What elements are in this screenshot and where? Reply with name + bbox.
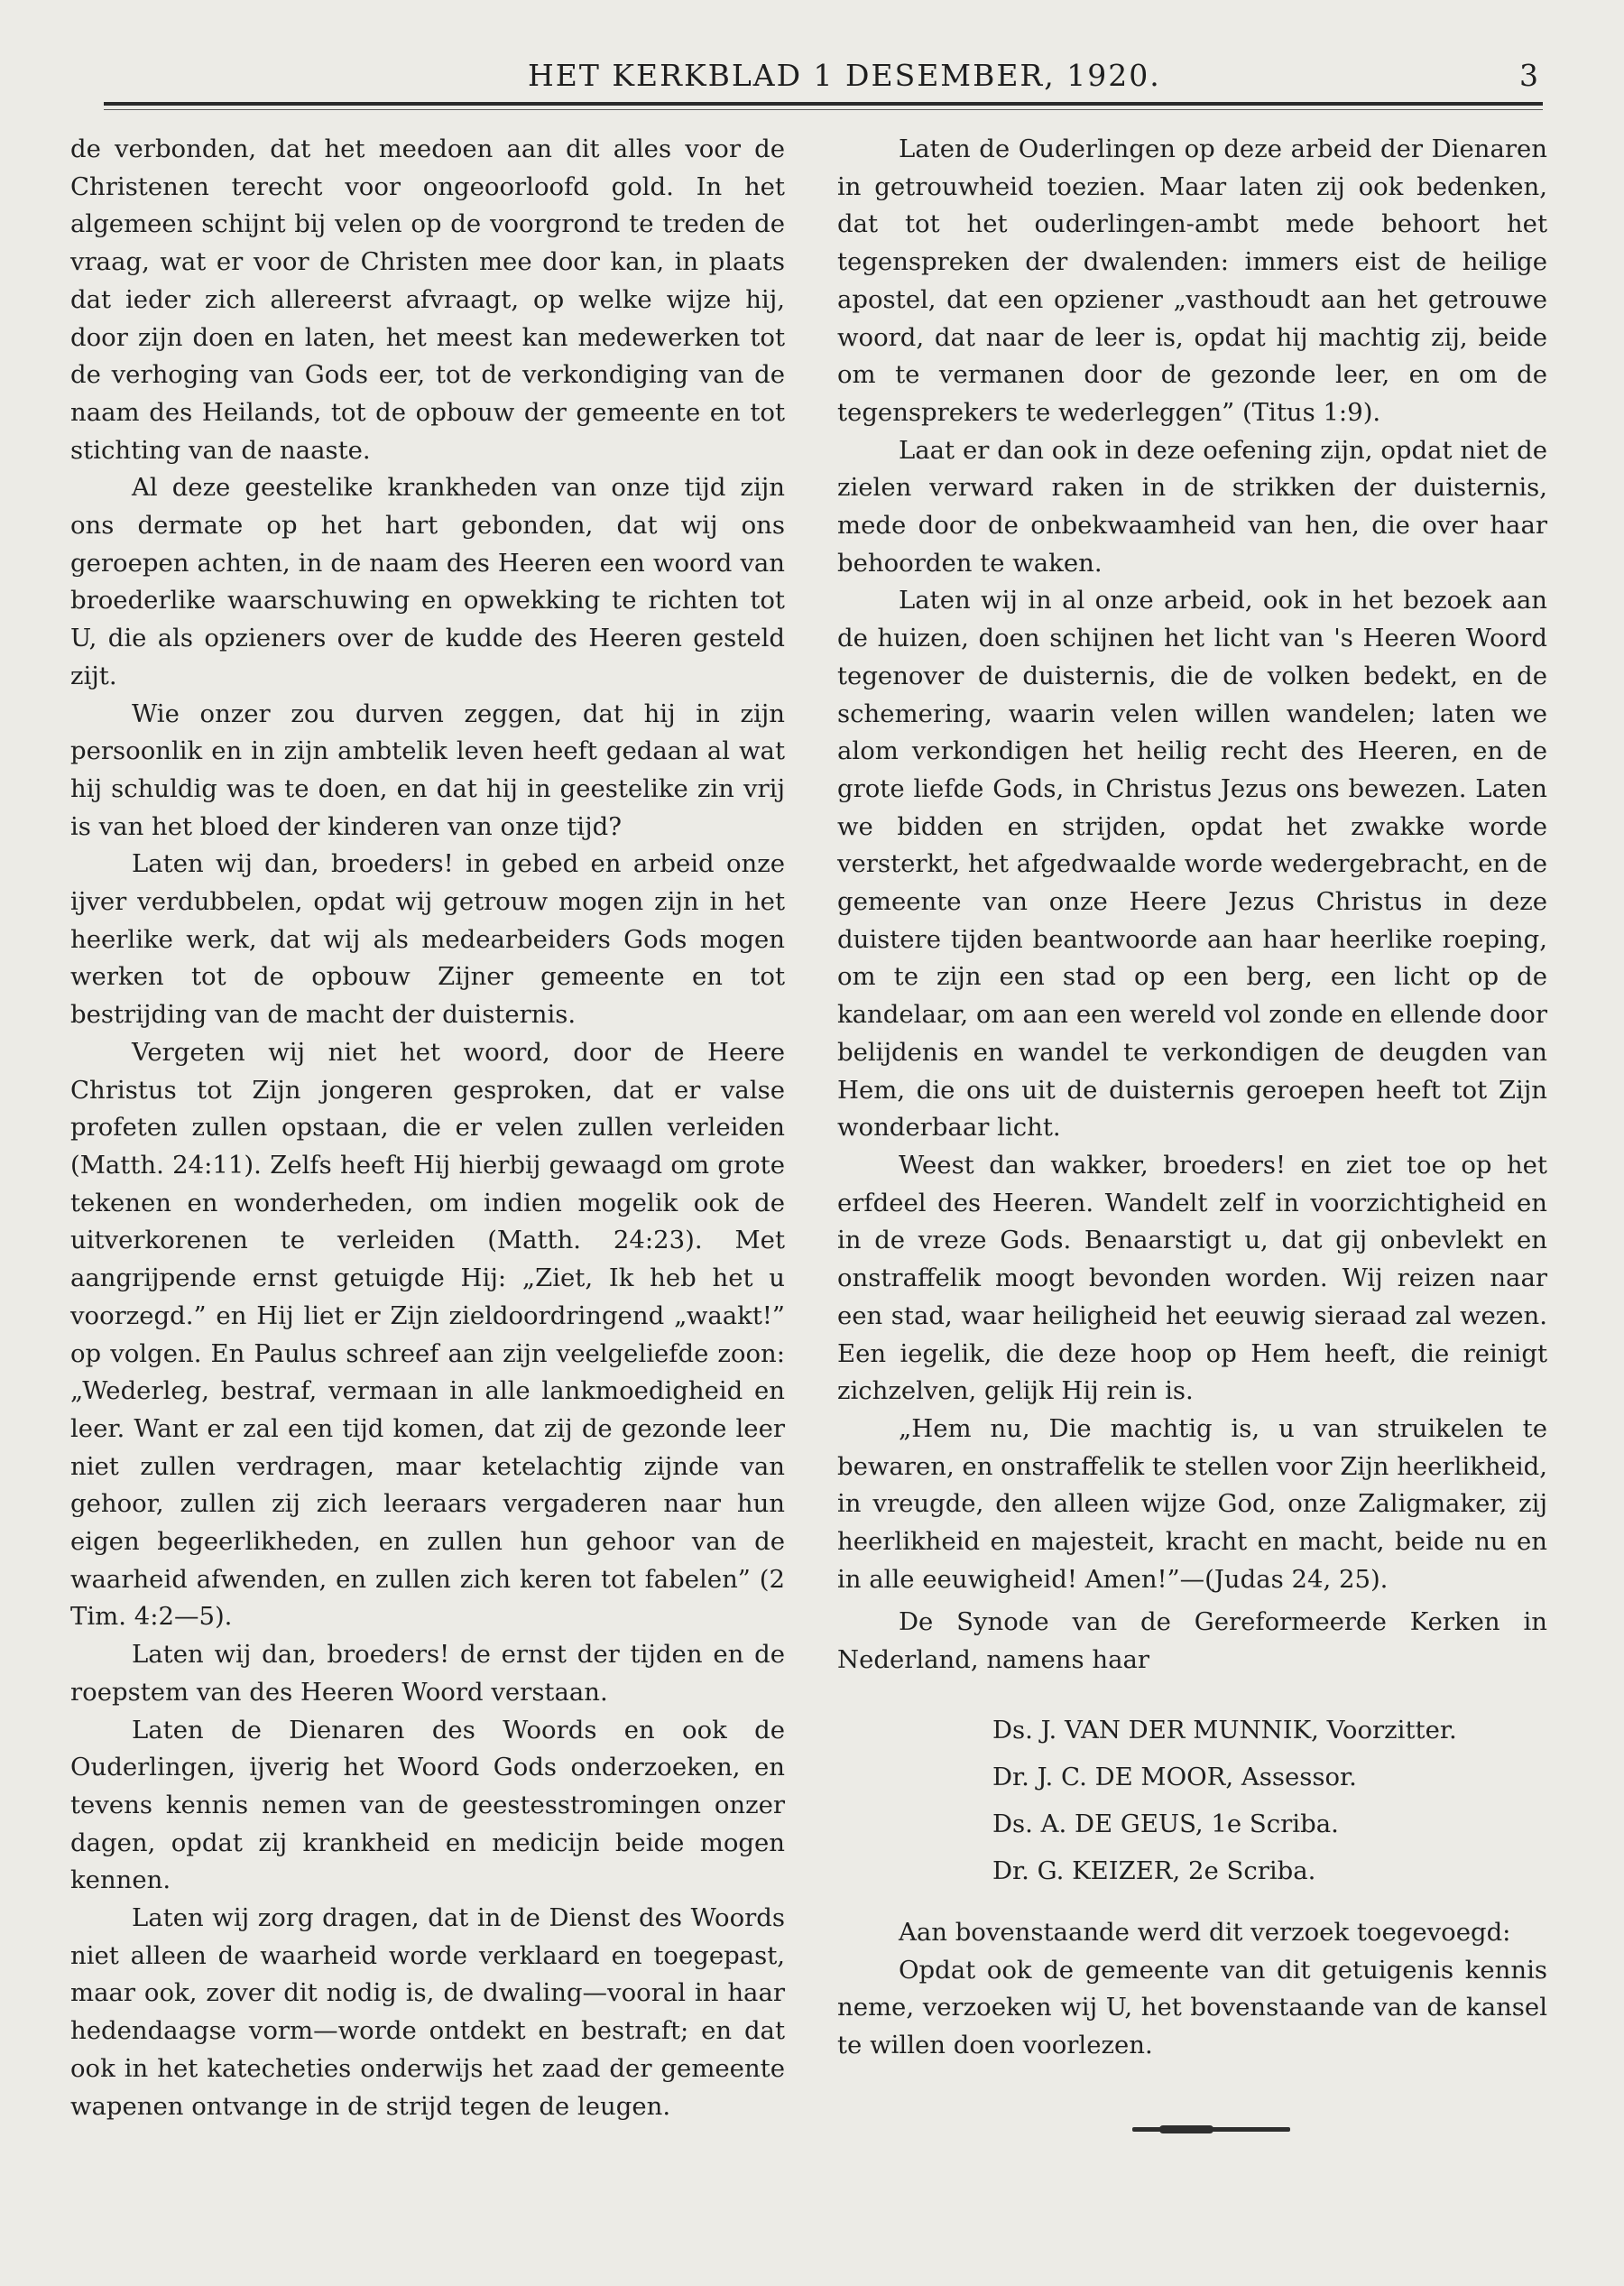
paragraph: „Hem nu, Die machtig is, u van struikelen te bewaren, en onstraffelik te stellen voor Zijn heerlikheid, in vreugde, den alleen wijze God, onze Zaligmaker, zij heerlikheid en majesteit, kracht en macht, beide nu en in alle eeuwigheid! Amen!”—(Judas 24, 25).: [837, 1413, 1547, 1594]
paragraph: Al deze geestelike krankheden van onze tijd zijn ons dermate op het hart gebonden, dat wij ons geroepen achten, in de naam des Heeren een woord van broederlike waarschuwing en opwekking te richten tot U, die als opzieners over de kudde des Heeren gesteld zijt.: [70, 473, 785, 690]
right-column: [837, 131, 1547, 2065]
signatory: Dr. G. KEIZER, 2e Scriba.: [992, 1856, 1316, 1885]
left-column: [70, 131, 785, 2125]
signatory: Ds. A. DE GEUS, 1e Scriba.: [992, 1809, 1339, 1838]
paragraph: Vergeten wij niet het woord, door de Heere Christus tot Zijn jongeren gesproken, dat er valse profeten zullen opstaan, die er velen zullen verleiden (Matth. 24:11). Zelfs heeft Hij hierbij gewaagd om grote tekenen en wonderheden, om indien mogelik ook de uitverkorenen te verleiden (Matth. 24:23). Met aangrijpende ernst getuigde Hij: „Ziet, Ik heb het u voorzegd.” en Hij liet er Zijn zieldoordringend „waakt!” op volgen. En Paulus schreef aan zijn veelgeliefde zoon: „Wederleg, bestraf, vermaan in alle lankmoedigheid en leer. Want er zal een tijd komen, dat zij de gezonde leer niet zullen verdragen, maar ketelachtig zijnde van gehoor, zullen zij zich leeraars vergaderen naar hun eigen begeerlikheden, en zullen hun gehoor van de waarheid afwenden, en zullen zich keren tot fabelen” (2 Tim. 4:2—5).: [70, 1037, 785, 1632]
page-number: 3: [1519, 58, 1538, 93]
paragraph: Laten wij in al onze arbeid, ook in het bezoek aan de huizen, doen schijnen het licht van 's Heeren Woord tegenover de duisternis, die de volken bedekt, en de schemering, waarin velen willen wandelen; laten we alom verkondigen het heilig recht des Heeren, en de grote liefde Gods, in Christus Jezus ons bewezen. Laten we bidden en strijden, opdat het zwakke worde versterkt, het afgedwaalde worde wedergebracht, en de gemeente van onze Heere Jezus Christus in deze duistere tijden beantwoorde aan haar heerlike roeping, om te zijn een stad op een berg, een licht op de kandelaar, om aan een wereld vol zonde en ellende door belijdenis en wandel te verkondigen de deugden van Hem, die ons uit de duisternis geroepen heeft tot Zijn wonderbaar licht.: [837, 586, 1547, 1143]
paragraph: Laten wij dan, broeders! in gebed en arbeid onze ijver verdubbelen, opdat wij getrouw mogen zijn in het heerlike werk, dat wij als medearbeiders Gods mogen werken tot de opbouw Zijner gemeente en tot bestrijding van de macht der duisternis.: [70, 849, 785, 1030]
paragraph: de verbonden, dat het meedoen aan dit alles voor de Christenen terecht voor ongeoorloofd gold. In het algemeen schijnt bij velen op de voorgrond te treden de vraag, wat er voor de Christen mee door kan, in plaats dat ieder zich allereerst afvraagt, op welke wijze hij, door zijn doen en laten, het meest kan medewerken tot de verhoging van Gods eer, tot de verkondiging van de naam des Heilands, tot de opbouw der gemeente en tot stichting van de naaste.: [70, 134, 785, 465]
paragraph: Laten de Dienaren des Woords en ook de Ouderlingen, ijverig het Woord Gods onderzoeken, en tevens kennis nemen van de geestesstromingen onzer dagen, opdat zij krankheid en medicijn beide mogen kennen.: [70, 1715, 785, 1895]
addendum: [837, 1914, 1547, 2065]
masthead: [104, 58, 1543, 103]
header-rule-thin: [104, 109, 1543, 110]
signatories: [992, 1707, 1547, 1894]
synod-closing: De Synode van de Gereformeerde Kerken in Nederland, namens haar: [837, 1607, 1547, 1675]
paragraph: Laten wij zorg dragen, dat in de Dienst des Woords niet alleen de waarheid worde verklaard en toegepast, maar ook, zover dit nodig is, de dwaling—vooral in haar hedendaagse vorm—worde ontdekt en bestraft; en dat ook in het katecheties onderwijs het zaad der gemeente wapenen ontvange in de strijd tegen de leugen.: [70, 1903, 785, 2121]
paragraph: Laten de Ouderlingen op deze arbeid der Dienaren in getrouwheid toezien. Maar laten zij ook bedenken, dat tot het ouderlingen-ambt mede behoort het tegenspreken der dwalenden: immers eist de heilige apostel, dat een opziener „vasthoudt aan het getrouwe woord, dat naar de leer is, opdat hij machtig zij, beide om te vermanen door de gezonde leer, en om de tegensprekers te wederleggen” (Titus 1:9).: [837, 134, 1547, 427]
newspaper-title: HET KERKBLAD 1 DESEMBER, 1920.: [528, 58, 1161, 93]
addendum-intro: Aan bovenstaande werd dit verzoek toegevoegd:: [899, 1917, 1511, 1947]
addendum-request: Opdat ook de gemeente van dit getuigenis kennis neme, verzoeken wij U, het bovenstaande van de kansel te willen doen voorlezen.: [837, 1955, 1547, 2059]
paragraph: Wie onzer zou durven zeggen, dat hij in zijn persoonlik en in zijn ambtelik leven heeft gedaan al wat hij schuldig was te doen, en dat hij in geestelike zin vrij is van het bloed der kinderen van onze tijd?: [70, 699, 785, 841]
header-rule: [104, 102, 1543, 106]
paragraph: Weest dan wakker, broeders! en ziet toe op het erfdeel des Heeren. Wandelt zelf in voorzichtigheid en in de vreze Gods. Benaarstigt u, dat gij onbevlekt en onstraffelik moogt bevonden worden. Wij reizen naar een stad, waar heiligheid het eeuwig sieraad zal wezen. Een iegelik, die deze hoop op Hem heeft, die reinigt zichzelven, gelijk Hij rein is.: [837, 1150, 1547, 1406]
signatory: Dr. J. C. DE MOOR, Assessor.: [992, 1762, 1357, 1791]
end-ornament-rule: [1132, 2127, 1290, 2132]
signatory: Ds. J. VAN DER MUNNIK, Voorzitter.: [992, 1715, 1457, 1745]
paragraph: Laten wij dan, broeders! de ernst der tijden en de roepstem van des Heeren Woord verstaan.: [70, 1640, 785, 1707]
paragraph: Laat er dan ook in deze oefening zijn, opdat niet de zielen verward raken in de strikken der duisternis, mede door de onbekwaamheid van hen, die over haar behoorden te waken.: [837, 435, 1547, 578]
